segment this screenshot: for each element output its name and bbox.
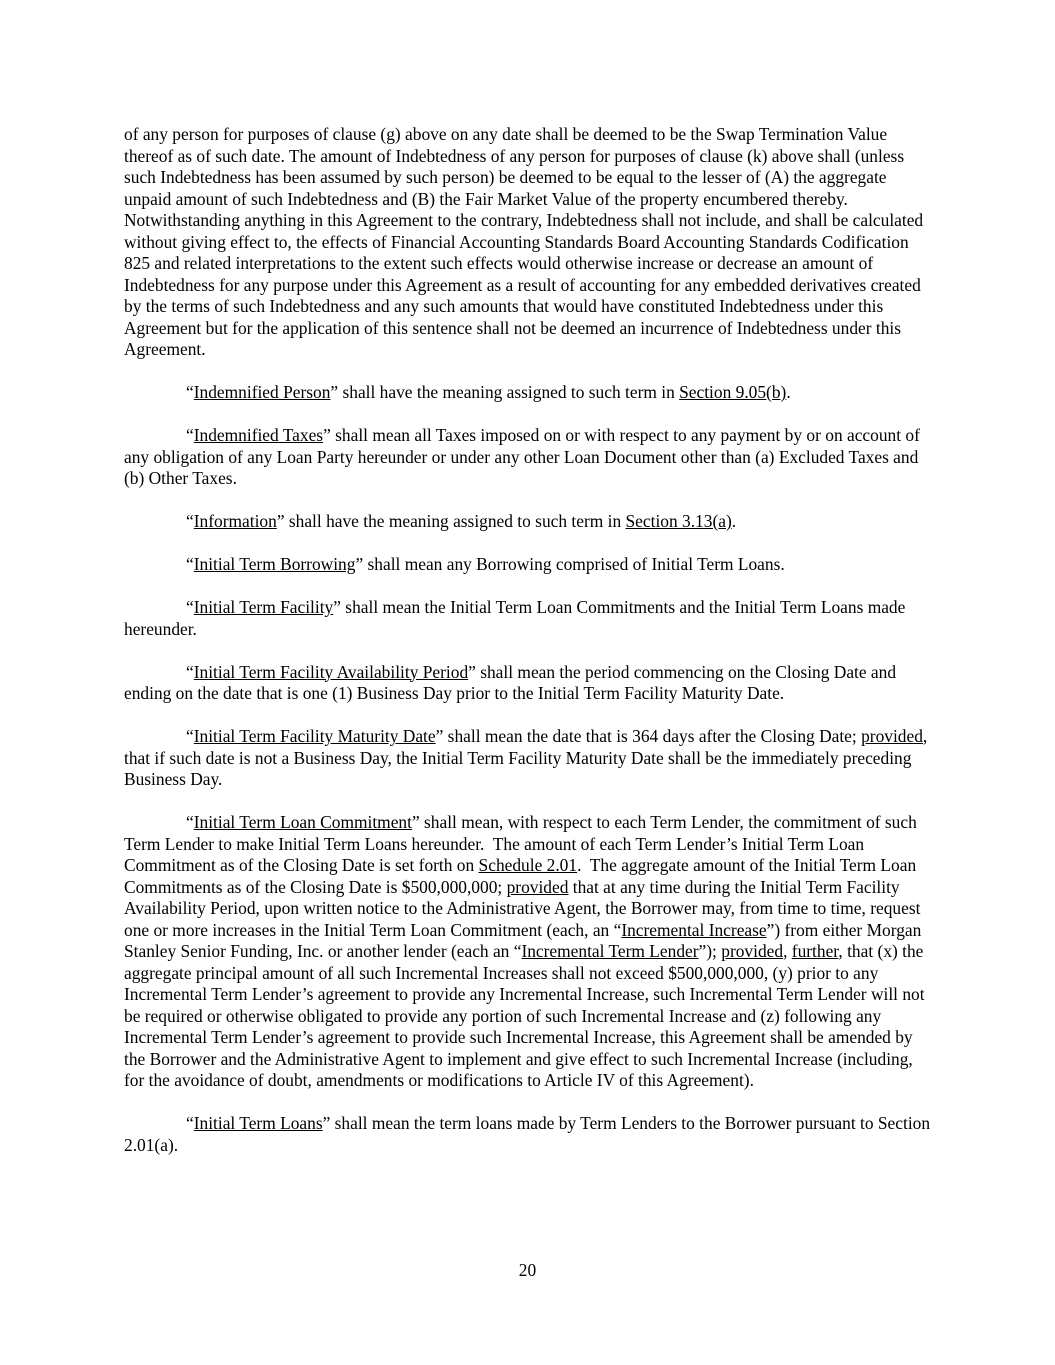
defined-term: Incremental Term Lender [521, 941, 699, 961]
text-run: ” shall mean, with respect to each Term Lender, the commitment of such Term Lender to make Initial Term Loans hereunder. The amount of each Term Lender’s Initial Term Loan Commitment as of the Closing Date is set forth on [124, 812, 921, 875]
paragraph [124, 1113, 936, 1156]
defined-term: Indemnified Person [193, 382, 331, 402]
paragraph [124, 726, 936, 791]
text-run: of any person for purposes of clause (g) above on any date shall be deemed to be the Swap Termination Value thereof as of such date. The amount of Indebtedness of any person for purposes of clause (k) above shall (unless such Indebtedness has been assumed by such person) be deemed to be equal to the lesser of (A) the aggregate unpaid amount of such Indebtedness and (B) the Fair Market Value of the property encumbered thereby. Notwithstanding anything in this Agreement to the contrary, Indebtedness shall not include, and shall be calculated without giving effect to, the effects of Financial Accounting Standards Board Accounting Standards Codification 825 and related interpretations to the extent such effects would otherwise increase or decrease an amount of Indebtedness for any purpose under this Agreement as a result of accounting for any embedded derivatives created by the terms of such Indebtedness and any such amounts that would have constituted Indebtedness under this Agreement but for the application of this sentence shall not be deemed an incurrence of Indebtedness under this Agreement. [124, 124, 928, 359]
text-run: , that if such date is not a Business Day, the Initial Term Facility Maturity Date shall be the immediately preceding Business Day. [124, 726, 932, 789]
defined-term: Initial Term Loan Commitment [193, 812, 412, 832]
text-run: “ [186, 812, 194, 832]
defined-term: Initial Term Loans [193, 1113, 323, 1133]
defined-term: Initial Term Facility [193, 597, 334, 617]
defined-term: Initial Term Borrowing [193, 554, 356, 574]
text-run: ”) from either Morgan Stanley Senior Funding, Inc. or another lender (each an “ [124, 919, 926, 961]
text-run: ” shall mean the term loans made by Term Lenders to the Borrower pursuant to Section 2.01(a). [124, 1113, 935, 1155]
text-run: ” shall mean any Borrowing comprised of Initial Term Loans. [355, 554, 785, 574]
text-run: ” shall mean the Initial Term Loan Commitments and the Initial Term Loans made hereunder. [124, 597, 910, 639]
text-run: ” shall mean all Taxes imposed on or with respect to any payment by or on account of any obligation of any Loan Party hereunder or under any other Loan Document other than (a) Excluded Taxes and (b) Other Taxes. [124, 425, 925, 488]
defined-term: Section 9.05(b) [679, 382, 787, 402]
text-run: “ [186, 1113, 194, 1133]
text-run: “ [186, 511, 194, 531]
text-run: . [786, 382, 791, 402]
text-run: that at any time during the Initial Term Facility Availability Period, upon written notice to the Administrative Agent, the Borrower may, from time to time, request one or more increases in the Initial Term Loan Commitment (each, an “ [124, 876, 925, 940]
defined-term: Schedule 2.01 [478, 855, 578, 875]
text-run: , that (x) the aggregate principal amount of all such Incremental Increases shall not exceed $500,000,000, (y) prior to any Incremental Term Lender’s agreement to provide any Incremental Increase, such Incremental Term Lender will not be required or otherwise obligated to provide any portion of such Incremental Increase and (z) following any Incremental Term Lender’s agreement to provide such Incremental Increase, this Agreement shall be amended by the Borrower and the Administrative Agent to implement and give effect to such Incremental Increase (including, for the avoidance of doubt, amendments or modifications to Article IV of this Agreement). [124, 941, 929, 1090]
text-run: . The aggregate amount of the Initial Term Loan Commitments as of the Closing Date is $500,000,000; [124, 855, 921, 897]
defined-term: Information [193, 511, 277, 531]
text-run: , [783, 941, 792, 961]
paragraph [124, 511, 936, 533]
page-number: 20 [518, 1260, 537, 1280]
text-run: “ [186, 425, 194, 445]
text-run: “ [186, 661, 194, 682]
paragraph [124, 425, 936, 490]
defined-term: Initial Term Facility Availability Period [193, 661, 469, 682]
paragraph [124, 812, 936, 1092]
text-run: “ [186, 554, 194, 574]
paragraph [124, 554, 936, 576]
text-run: ” shall mean the date that is 364 days after the Closing Date; [435, 726, 862, 746]
defined-term: Section 3.13(a) [625, 511, 732, 531]
text-run: ”); [698, 941, 722, 961]
text-run: “ [186, 597, 194, 617]
paragraph [124, 124, 936, 361]
defined-term: provided [721, 941, 784, 961]
text-run: ” shall have the meaning assigned to such term in [330, 382, 680, 402]
text-run: ” shall mean the period commencing on the Closing Date and ending on the date that is one (1) Business Day prior to the Initial Term Facility Maturity Date. [124, 661, 901, 703]
defined-term: Indemnified Taxes [193, 425, 324, 445]
paragraph [124, 597, 936, 640]
text-run: ” shall have the meaning assigned to such term in [276, 511, 626, 531]
defined-term: provided [506, 876, 569, 897]
defined-term: Initial Term Facility Maturity Date [193, 726, 436, 746]
text-run: . [731, 511, 737, 531]
text-run: “ [186, 382, 194, 402]
paragraph [124, 662, 936, 705]
defined-term: Incremental Increase [621, 919, 767, 940]
document-body [124, 124, 936, 1178]
defined-term: provided [861, 726, 923, 746]
defined-term: further [791, 941, 839, 961]
paragraph [124, 382, 936, 404]
page-footer [0, 1260, 1055, 1282]
text-run: “ [186, 726, 194, 746]
